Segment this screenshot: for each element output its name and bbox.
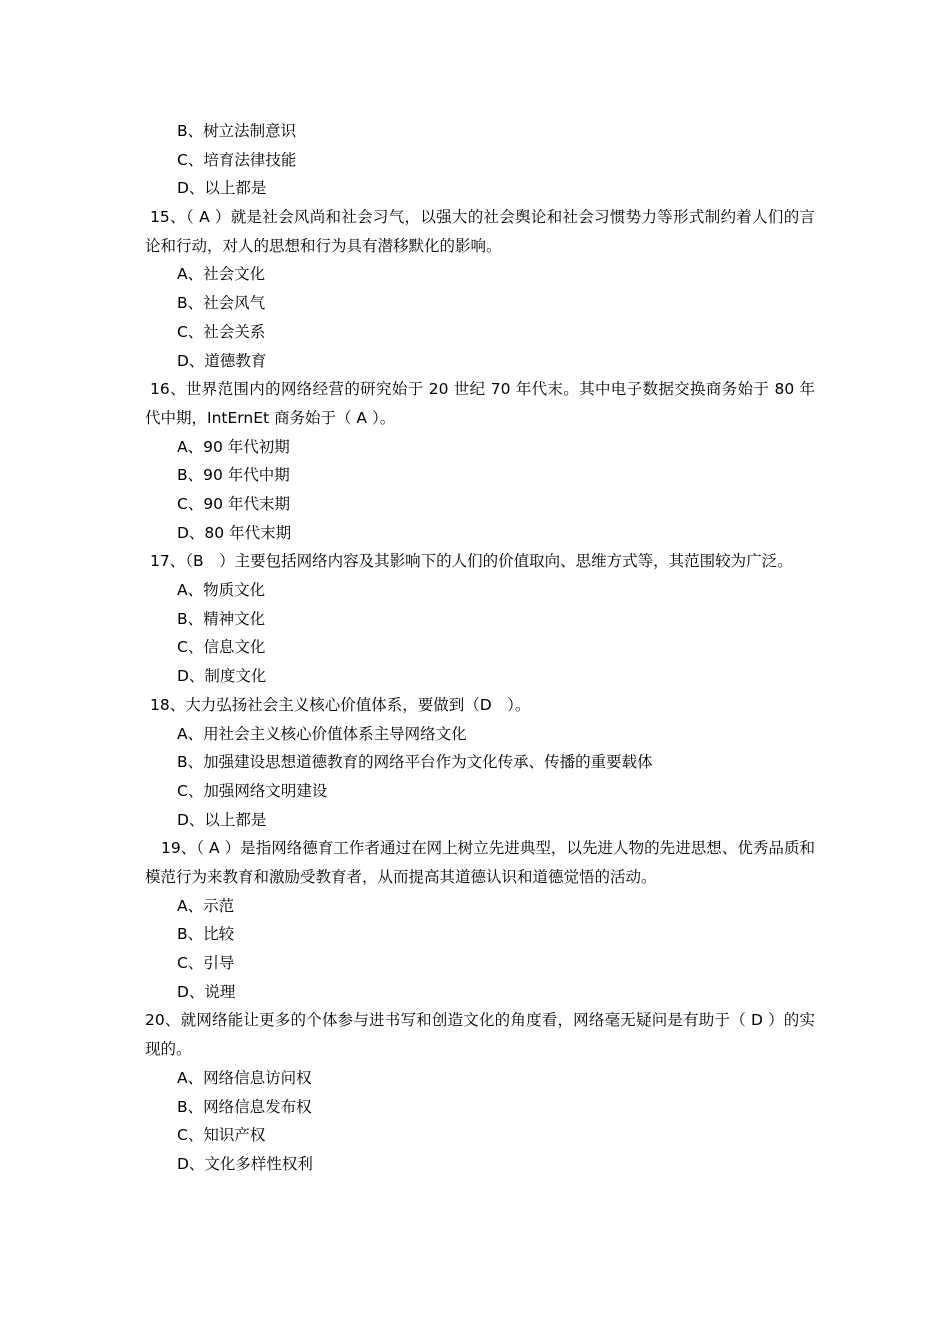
question-17: 17、（B ）主要包括网络内容及其影响下的人们的价值取向、思维方式等，其范围较为广泛。: [150, 552, 793, 571]
option-item: A、网络信息访问权: [177, 1068, 312, 1087]
option-item: B、树立法制意识: [177, 122, 297, 140]
option-item: A、用社会主义核心价值体系主导网络文化: [177, 724, 467, 743]
option-item: C、社会关系: [177, 322, 266, 341]
option-item: A、90 年代初期: [177, 437, 290, 456]
option-item: D、制度文化: [177, 667, 267, 686]
option-item: D、以上都是: [177, 179, 267, 198]
question-list: [145, 117, 815, 1179]
option-item: A、示范: [177, 896, 235, 915]
option-item: C、引导: [177, 954, 235, 973]
option-item: D、文化多样性权利: [177, 1154, 313, 1173]
option-item: D、80 年代末期: [177, 523, 292, 542]
question-20: 20、就网络能让更多的个体参与进书写和创造文化的角度看，网络毫无疑问是有助于（ D ）的实现的。: [145, 1011, 815, 1059]
option-item: B、网络信息发布权: [177, 1097, 312, 1116]
option-item: C、信息文化: [177, 638, 266, 657]
option-item: B、精神文化: [177, 609, 266, 628]
option-item: D、以上都是: [177, 810, 267, 829]
option-item: A、社会文化: [177, 265, 266, 284]
option-item: C、培育法律技能: [177, 150, 297, 169]
question-18: 18、大力弘扬社会主义核心价值体系，要做到（D ）。: [150, 695, 531, 714]
option-item: C、加强网络文明建设: [177, 781, 328, 800]
question-16: 16、世界范围内的网络经营的研究始于 20 世纪 70 年代末。其中电子数据交换商务始于 80 年代中期，IntErnEt 商务始于（ A ）。: [145, 380, 815, 427]
option-item: B、加强建设思想道德教育的网络平台作为文化传承、传播的重要载体: [177, 753, 653, 772]
option-item: C、知识产权: [177, 1126, 266, 1145]
option-item: B、社会风气: [177, 294, 266, 313]
option-item: C、90 年代末期: [177, 495, 290, 513]
option-item: A、物质文化: [177, 581, 266, 600]
option-item: D、道德教育: [177, 351, 267, 370]
option-item: B、90 年代中期: [177, 466, 290, 485]
option-item: B、比较: [177, 925, 235, 944]
question-15: 15、（ A ）就是社会风尚和社会习气，以强大的社会舆论和社会习惯势力等形式制约着人们的言论和行动，对人的思想和行为具有潜移默化的影响。: [145, 208, 815, 255]
question-19: 19、（ A ）是指网络德育工作者通过在网上树立先进典型，以先进人物的先进思想、优秀品质和模范行为来教育和激励受教育者，从而提高其道德认识和道德觉悟的活动。: [145, 839, 815, 886]
option-item: D、说理: [177, 982, 236, 1001]
